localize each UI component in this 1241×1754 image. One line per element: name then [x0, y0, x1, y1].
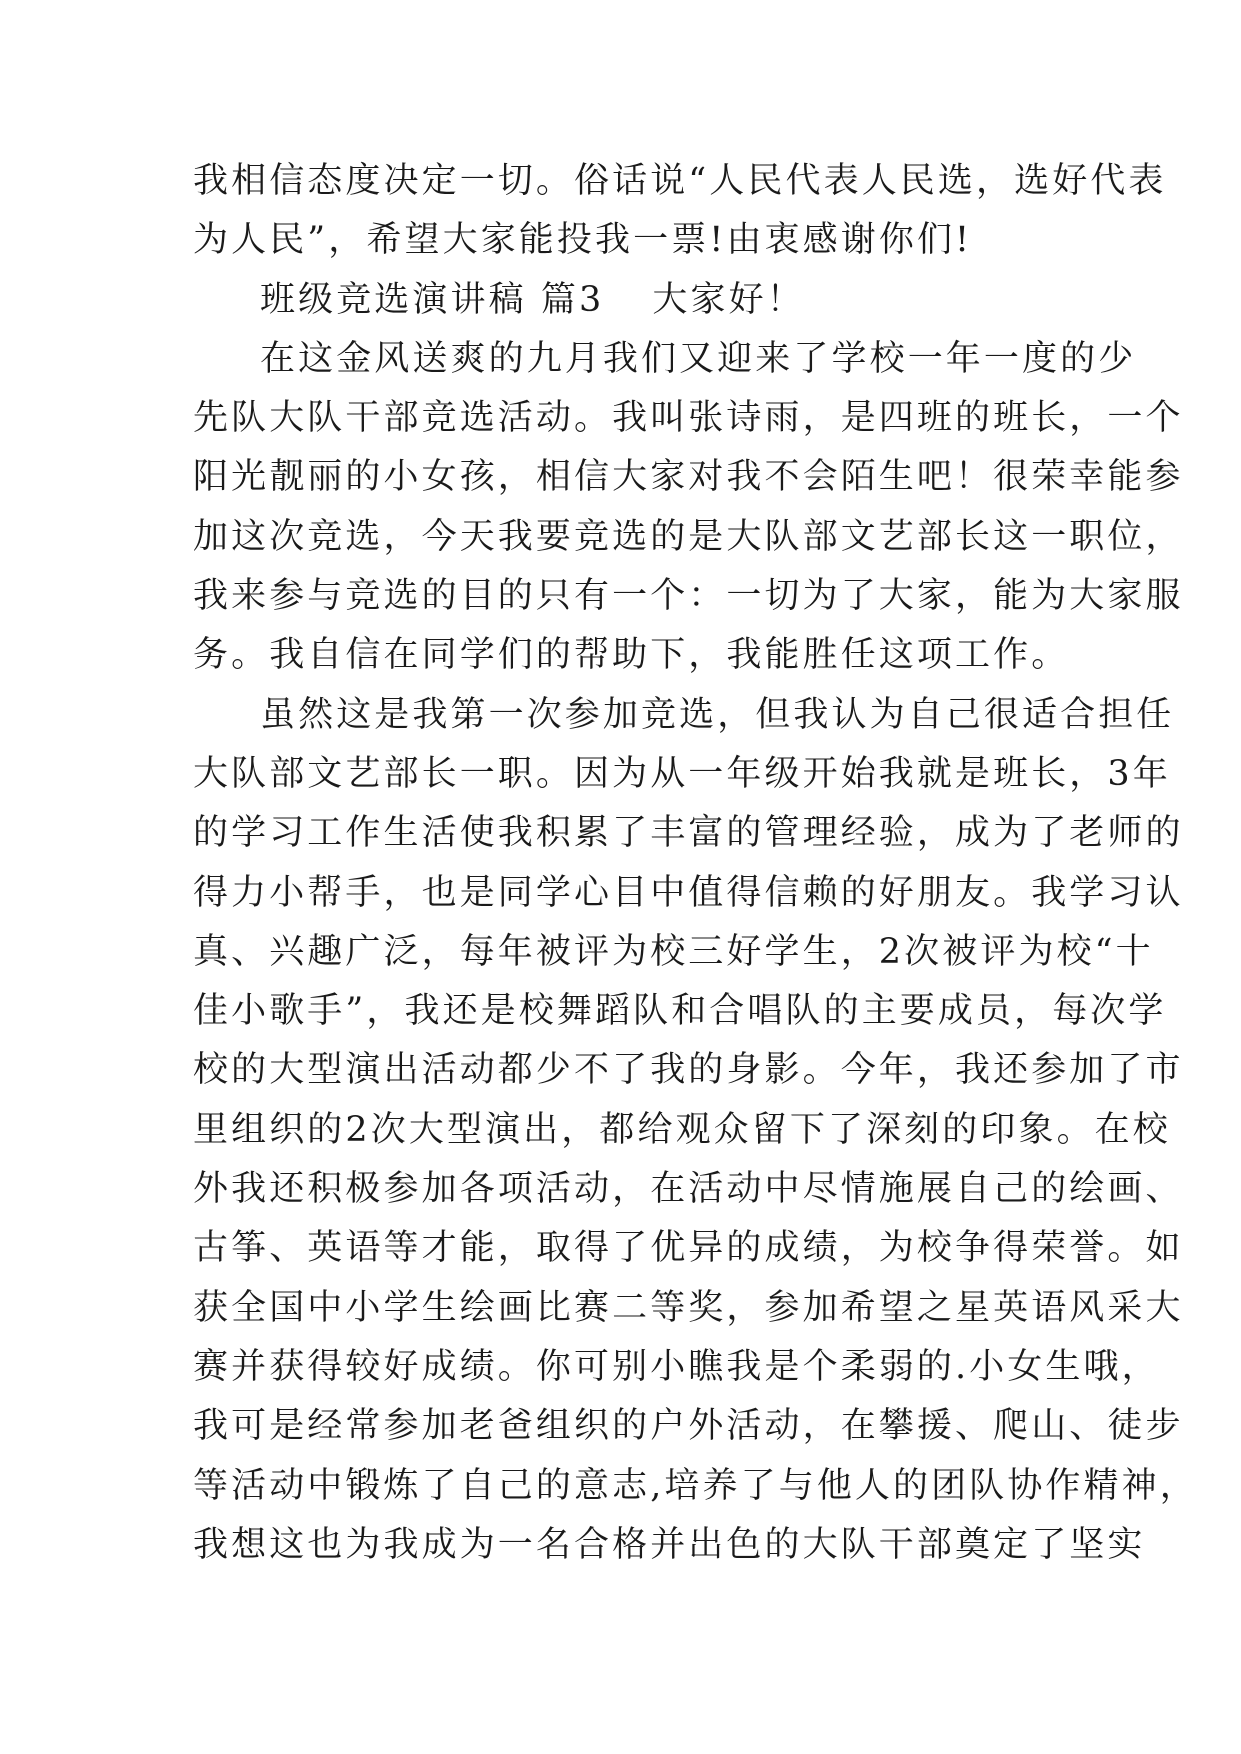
text-line: 阳光靓丽的小女孩，相信大家对我不会陌生吧！很荣幸能参 [193, 457, 1184, 498]
text-line: 先队大队干部竞选活动。我叫张诗雨，是四班的班长，一个 [193, 398, 1184, 439]
document-body [193, 152, 1198, 1575]
text-line: 佳小歌手”，我还是校舞蹈队和合唱队的主要成员，每次学 [193, 991, 1167, 1032]
text-line: 在这金风送爽的九月我们又迎来了学校一年一度的少 [260, 338, 1137, 379]
text-line: 我可是经常参加老爸组织的户外活动，在攀援、爬山、徒步 [193, 1406, 1184, 1447]
paragraph [193, 330, 1184, 686]
text-line: 加这次竞选，今天我要竞选的是大队部文艺部长这一职位， [193, 516, 1184, 557]
text-line: 等活动中锻炼了自己的意志,培养了与他人的团队协作精神， [193, 1465, 1198, 1506]
text-line: 得力小帮手，也是同学心目中值得信赖的好朋友。我学习认 [193, 872, 1184, 913]
text-line: 务。我自信在同学们的帮助下，我能胜任这项工作。 [193, 635, 1070, 676]
greeting: 大家好！ [652, 279, 805, 320]
text-line: 赛并获得较好成绩。你可别小瞧我是个柔弱的.小女生哦， [193, 1346, 1160, 1387]
text-line: 为人民”，希望大家能投我一票!由衷感谢你们! [193, 220, 973, 261]
text-line: 我来参与竞选的目的只有一个：一切为了大家，能为大家服 [193, 576, 1184, 617]
text-line: 虽然这是我第一次参加竞选，但我认为自己很适合担任 [260, 694, 1175, 735]
text-line: 校的大型演出活动都少不了我的身影。今年，我还参加了市 [193, 1050, 1184, 1091]
section-heading [193, 271, 1053, 330]
text-line: 里组织的2次大型演出，都给观众留下了深刻的印象。在校 [193, 1109, 1171, 1150]
text-line: 获全国中小学生绘画比赛二等奖，参加希望之星英语风采大 [193, 1287, 1184, 1328]
text-line: 外我还积极参加各项活动，在活动中尽情施展自己的绘画、 [193, 1169, 1184, 1210]
text-line: 我相信态度决定一切。俗话说“人民代表人民选，选好代表 [193, 161, 1167, 201]
text-line: 大队部文艺部长一职。因为从一年级开始我就是班长，3年 [193, 753, 1171, 794]
text-line: 的学习工作生活使我积累了丰富的管理经验，成为了老师的 [193, 813, 1184, 854]
text-line: 我想这也为我成为一名合格并出色的大队干部奠定了坚实 [193, 1524, 1146, 1565]
paragraph [193, 686, 1198, 1575]
text-line: 真、兴趣广泛，每年被评为校三好学生，2次被评为校“十 [193, 931, 1154, 972]
section-title: 班级竞选演讲稿 篇3 [260, 279, 605, 320]
text-line: 古筝、英语等才能，取得了优异的成绩，为校争得荣誉。如 [193, 1228, 1184, 1269]
